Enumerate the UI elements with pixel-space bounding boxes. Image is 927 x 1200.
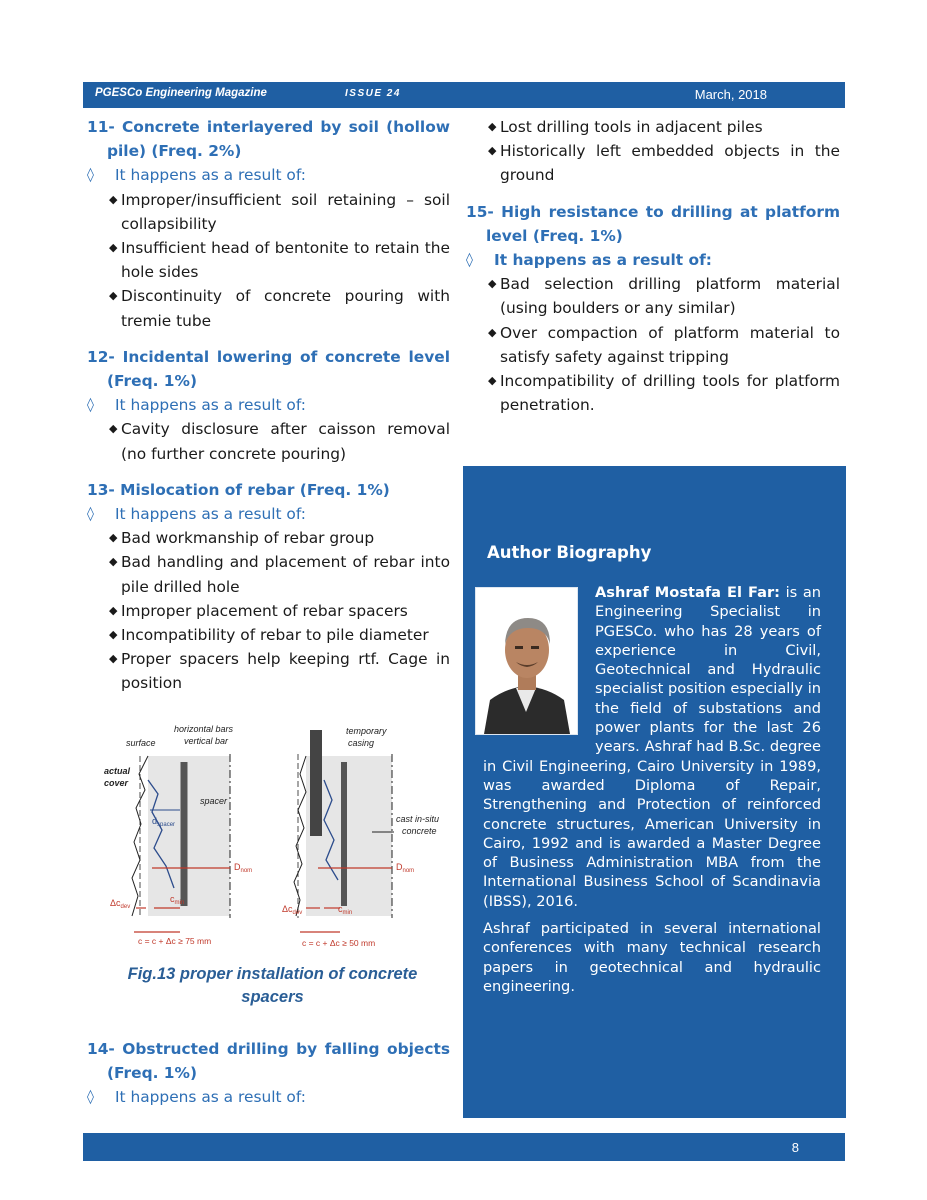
list-item [466,115,840,139]
list-item-text: Incompatibility of rebar to pile diameter [121,626,429,645]
section-12-heading: 12- Incidental lowering of concrete level (Freq. 1%) [87,347,450,391]
horizontal-bars-label: horizontal bars [174,724,234,734]
section-14-sub-text: It happens as a result of: [115,1088,306,1107]
bullet-diamond-icon: ◆ [109,531,118,545]
section-14-subheading [87,1085,450,1109]
footer-bar [83,1133,845,1161]
section-12-list [87,417,450,465]
list-item [87,623,450,647]
list-item-text: Bad handling and placement of rebar into pile drilled hole [121,553,450,596]
delta-c-dev-label-left: $\Delta c_{dev}$ [110,898,131,910]
delta-c-dev-label-right: $\Delta c_{dev}$ [282,904,303,916]
list-item [87,526,450,550]
list-item [87,417,450,465]
diamond-icon: ◊ [87,1089,94,1106]
actual-cover-label-2: cover [104,778,129,788]
diamond-icon: ◊ [466,252,473,269]
spacer-diagram [104,720,445,955]
list-item [87,647,450,695]
bullet-diamond-icon: ◆ [109,422,118,436]
section-14-continued-list [466,115,840,188]
actual-cover-label: actual [104,766,131,776]
bullet-diamond-icon: ◆ [488,144,497,158]
magazine-title: PGESCo Engineering Magazine [95,87,267,99]
c-min-label-left: $c_{min}$ [170,894,185,906]
list-item-text: Insufficient head of bentonite to retain the hole sides [121,239,450,282]
section-15-list [466,272,840,417]
section-12-sub-text: It happens as a result of: [115,396,306,415]
list-item-text: Lost drilling tools in adjacent piles [500,118,763,136]
diamond-icon: ◊ [87,397,94,414]
bio-paragraph-2: Ashraf participated in several international conferences with many technical research papers in geotechnical and hydraulic engineering. [483,920,821,995]
cast-in-situ-label: cast in-situ [396,814,440,824]
section-14 [87,1037,450,1110]
section-11-subheading [87,163,450,187]
section-11-sub-text: It happens as a result of: [115,166,306,185]
list-item [466,139,840,187]
concrete-spacer-figure [104,720,445,955]
bullet-diamond-icon: ◆ [109,241,118,255]
right-soil-surface [294,756,306,916]
bullet-diamond-icon: ◆ [109,289,118,303]
section-13-subheading [87,502,450,526]
d-nom-label-left: $D_{nom}$ [234,862,253,874]
list-item-text: Proper spacers help keeping rtf. Cage in position [121,650,450,693]
section-13-heading: 13- Mislocation of rebar (Freq. 1%) [87,480,390,499]
list-item [87,550,450,598]
list-item-text: Improper/insufficient soil retaining – soil collapsibility [121,190,450,233]
list-item-text: Cavity disclosure after caisson removal (no further concrete pouring) [121,420,450,463]
temporary-casing [310,730,322,836]
list-item [87,599,450,623]
section-14-heading: 14- Obstructed drilling by falling objects (Freq. 1%) [87,1040,450,1083]
list-item-text: Over compaction of platform material to satisfy safety against tripping [500,323,840,366]
list-item [87,236,450,284]
bullet-diamond-icon: ◆ [109,192,118,206]
bio-title: Author Biography [487,543,652,562]
list-item-text: Bad workmanship of rebar group [121,529,375,548]
formula-right: c = c + Δc ≥ 50 mm [302,938,376,948]
list-item [466,369,840,417]
list-item-text: Historically left embedded objects in the ground [500,142,840,185]
left-concrete-zone [148,756,230,916]
list-item-text: Improper placement of rebar spacers [121,601,408,620]
figure-caption: Fig.13 proper installation of concrete spacers [127,965,418,1006]
bio-text [483,583,821,1004]
casing-label: casing [348,738,375,748]
bullet-diamond-icon: ◆ [488,325,497,339]
d-spacer-label: $d_{spacer}$ [152,816,176,828]
vertical-bar-label: vertical bar [184,736,229,746]
page-number: 8 [791,1140,799,1155]
section-15-sub-text: It happens as a result of: [494,251,712,270]
section-11-heading: 11- Concrete interlayered by soil (hollow pile) (Freq. 2%) [87,118,450,161]
bullet-diamond-icon: ◆ [109,652,118,666]
concrete-label: concrete [402,826,437,836]
section-13-list [87,526,450,695]
list-item-text: Bad selection drilling platform material (using boulders or any similar) [500,275,840,318]
bullet-diamond-icon: ◆ [488,120,497,133]
right-column [466,115,840,417]
list-item-text: Discontinuity of concrete pouring with tremie tube [121,287,450,330]
section-12-subheading [87,393,450,417]
bullet-diamond-icon: ◆ [109,628,118,642]
diamond-icon: ◊ [87,506,94,523]
bullet-diamond-icon: ◆ [488,277,497,291]
list-item [87,284,450,332]
surface-label: surface [126,738,156,748]
list-item [466,272,840,320]
list-item [87,188,450,236]
bullet-diamond-icon: ◆ [109,603,118,617]
section-15-heading: 15- High resistance to drilling at platform level (Freq. 1%) [466,202,840,245]
section-11-list [87,188,450,333]
diamond-icon: ◊ [87,167,94,184]
bio-paragraph-1-text: is an Engineering Specialist in PGESCo. who has 28 years of experience in Civil, Geotechnical and Hydraulic specialist position especially in the field of substations and power plants for the last 26 years. Ashraf had B.Sc. degree in Civil Engineering, Cairo University in 1989, was awarded Diploma of Repair, Strengthening and Protection of reinforced concrete structures, American University in Cairo, 1992 and is awarded a Master Degree of Business Administration MBA from the International Business School of Scandinavia (IBSS), 2016. [483,584,822,910]
c-min-label-right: $c_{min}$ [338,904,353,916]
section-13-sub-text: It happens as a result of: [115,505,306,524]
author-biography-panel [463,466,846,1118]
author-name: Ashraf Mostafa El Far: [595,584,781,601]
left-column [87,115,450,696]
formula-left: c = c + Δc ≥ 75 mm [138,936,212,946]
bullet-diamond-icon: ◆ [109,555,118,569]
spacer-label: spacer [200,796,228,806]
list-item [466,321,840,369]
temporary-label: temporary [346,726,387,736]
bullet-diamond-icon: ◆ [488,374,497,388]
header-bar [83,82,845,108]
issue-label: ISSUE 24 [345,88,401,99]
d-nom-label-right: $D_{nom}$ [396,862,415,874]
list-item-text: Incompatibility of drilling tools for platform penetration. [500,372,840,415]
issue-date: March, 2018 [694,87,767,102]
section-15-subheading [466,248,840,272]
